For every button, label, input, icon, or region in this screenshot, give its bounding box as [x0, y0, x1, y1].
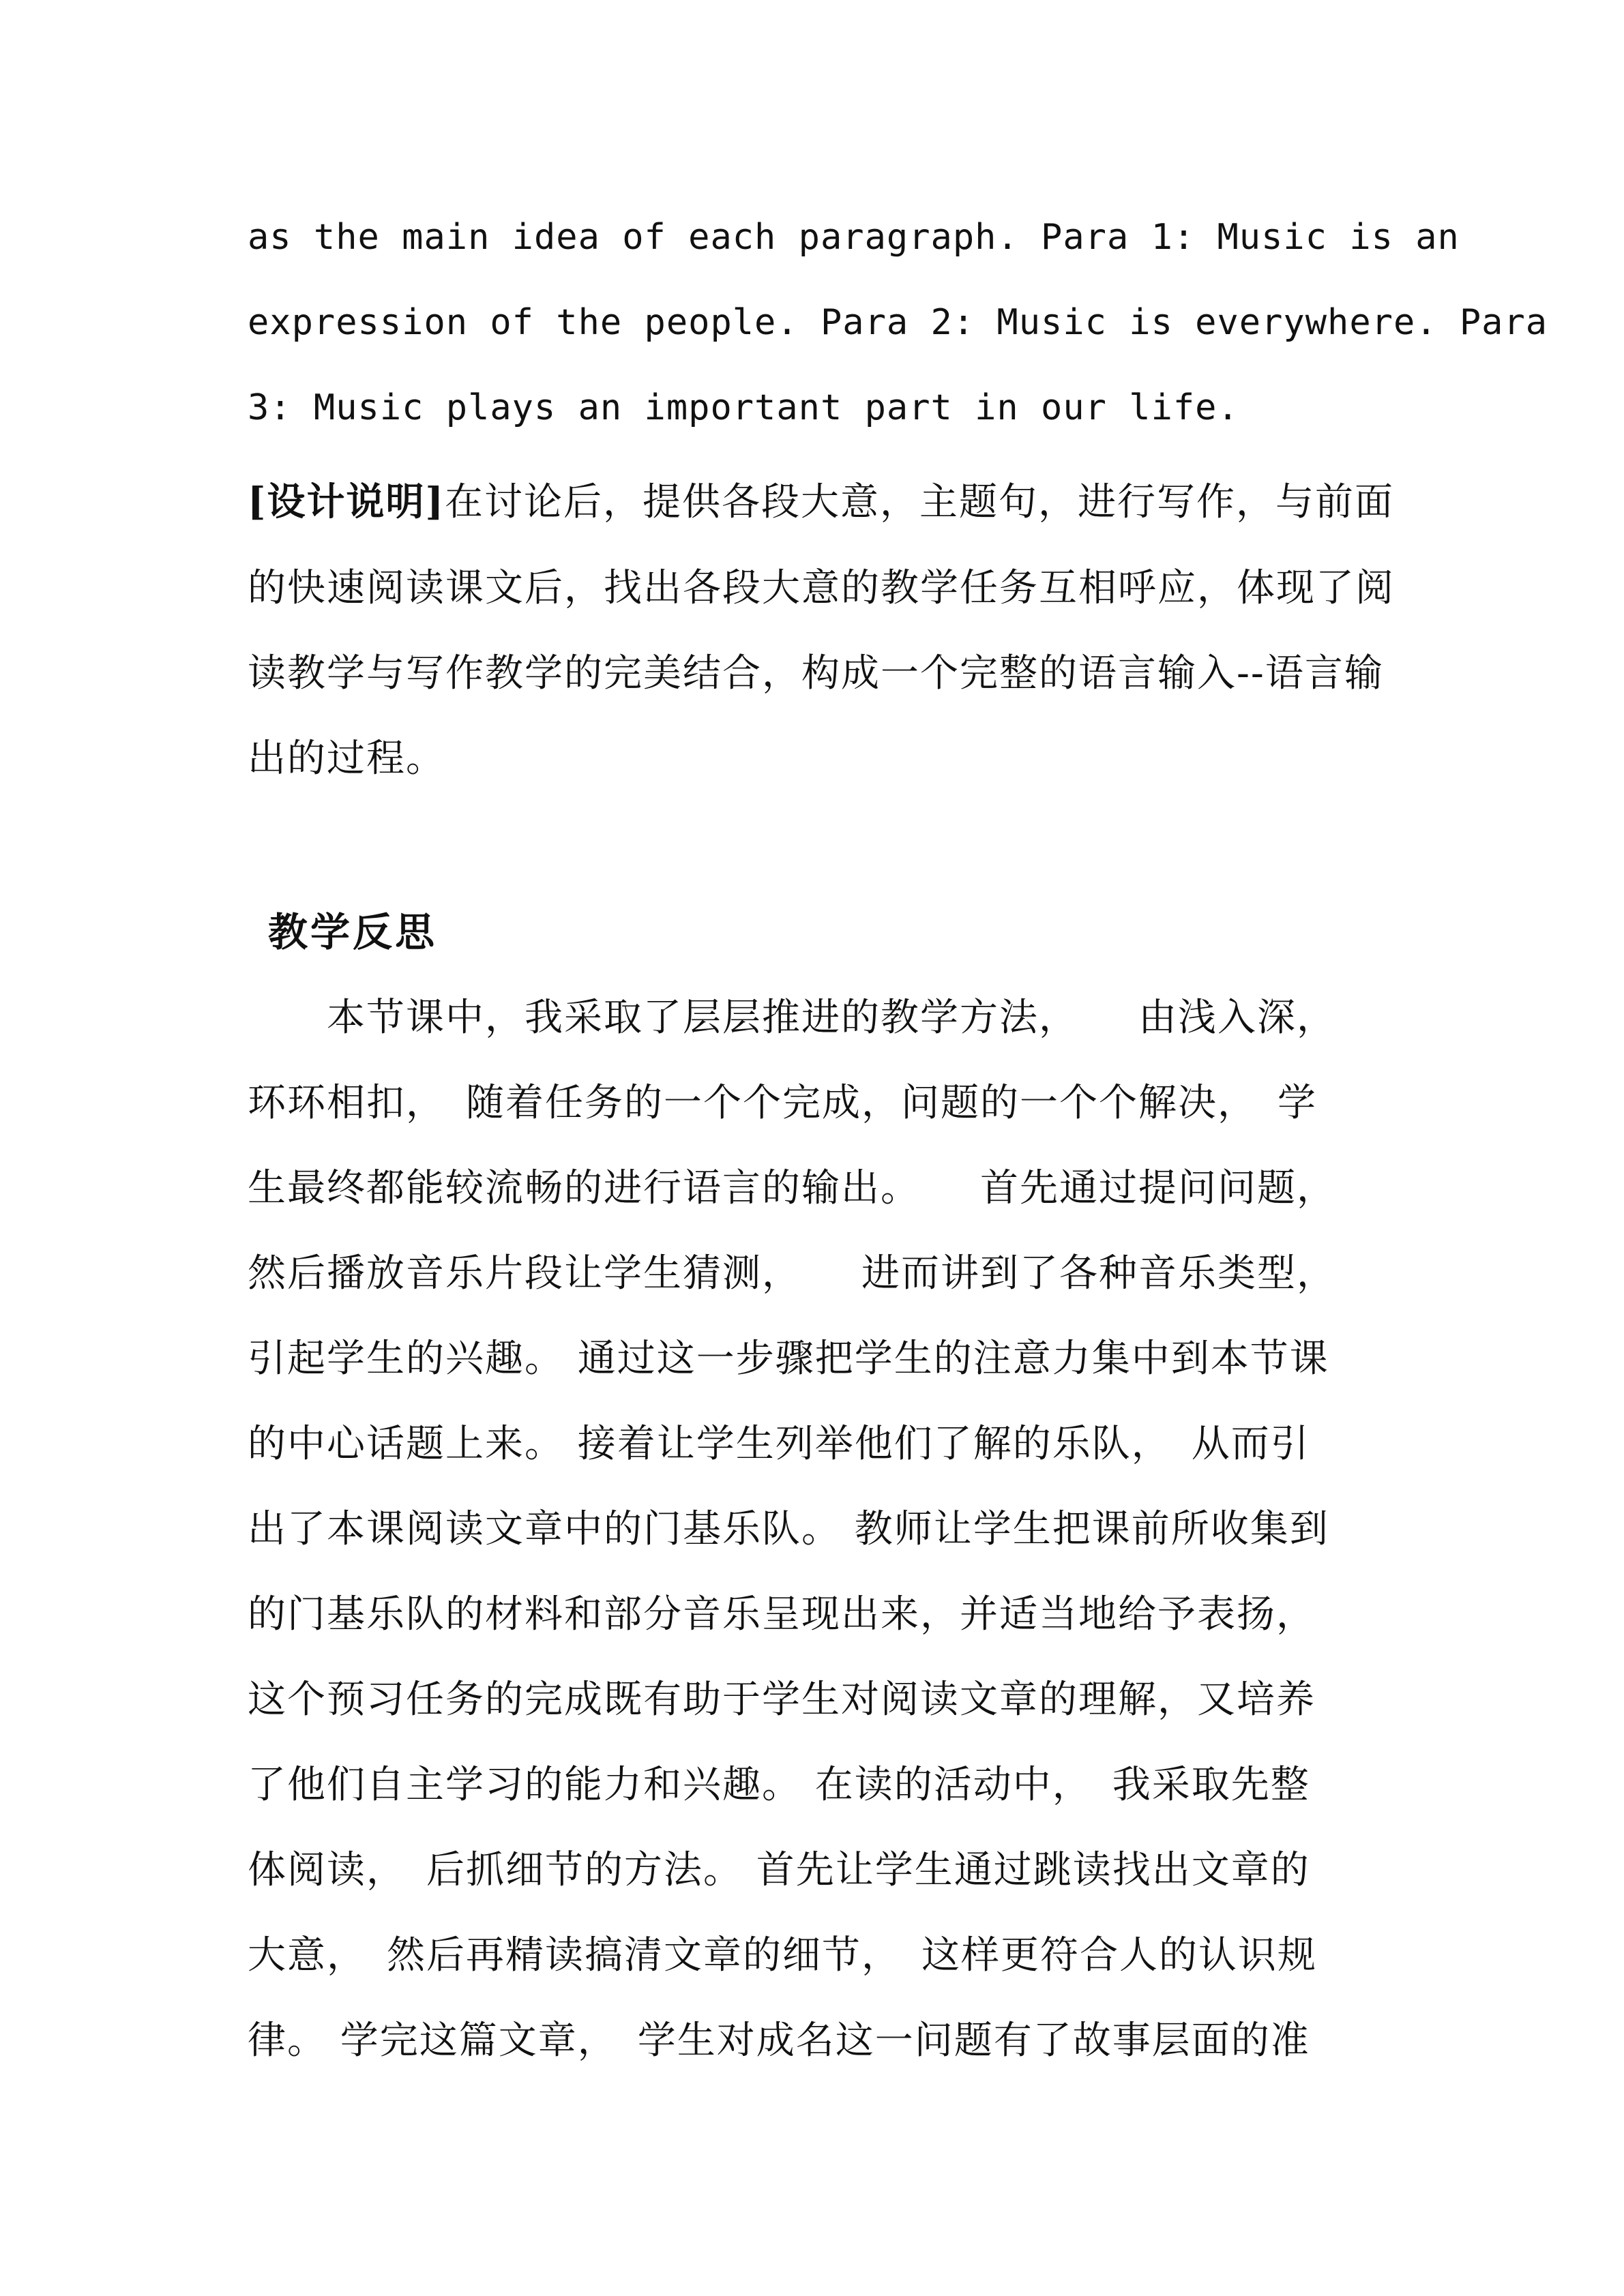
reflection-line-9: 这个预习任务的完成既有助于学生对阅读文章的理解，又培养 [248, 1678, 1316, 1722]
design-note-line-2: 的快速阅读课文后，找出各段大意的教学任务互相呼应，体现了阅 [248, 566, 1395, 610]
reflection-line-3: 生最终都能较流畅的进行语言的输出。 首先通过提问问题， [248, 1166, 1336, 1210]
english-line-3: 3: Music plays an important part in our life. [248, 387, 1239, 428]
reflection-line-5: 引起学生的兴趣。 通过这一步骤把学生的注意力集中到本节课 [248, 1337, 1329, 1381]
reflection-line-2: 环环相扣， 随着任务的一个个完成，问题的一个个解决， 学 [248, 1081, 1317, 1125]
reflection-line-11: 体阅读， 后抓细节的方法。 首先让学生通过跳读找出文章的 [248, 1848, 1310, 1892]
section-heading: 教学反思 [268, 909, 438, 955]
design-note-line-4: 出的过程。 [248, 736, 445, 781]
reflection-line-10: 了他们自主学习的能力和兴趣。 在读的活动中， 我采取先整 [248, 1763, 1310, 1807]
reflection-line-4: 然后播放音乐片段让学生猜测， 进而讲到了各种音乐类型， [248, 1251, 1336, 1296]
design-note-first-line [248, 472, 1394, 526]
design-note-text: 在讨论后，提供各段大意，主题句，进行写作，与前面 [445, 480, 1394, 524]
english-line-2: expression of the people. Para 2: Music is everywhere. Para [248, 302, 1548, 343]
design-note-label: [设计说明] [248, 479, 445, 524]
reflection-line-13: 律。 学完这篇文章， 学生对成名这一问题有了故事层面的准 [248, 2018, 1310, 2063]
reflection-line-6: 的中心话题上来。 接着让学生列举他们了解的乐队， 从而引 [248, 1422, 1310, 1466]
reflection-line-1: 本节课中，我采取了层层推进的教学方法， 由浅入深， [248, 996, 1336, 1040]
reflection-line-8: 的门基乐队的材料和部分音乐呈现出来，并适当地给予表扬， [248, 1592, 1316, 1637]
reflection-line-12: 大意， 然后再精读搞清文章的细节， 这样更符合人的认识规 [248, 1933, 1317, 1978]
design-note-line-3: 读教学与写作教学的完美结合，构成一个完整的语言输入--语言输 [248, 651, 1384, 696]
reflection-line-7: 出了本课阅读文章中的门基乐队。 教师让学生把课前所收集到 [248, 1507, 1329, 1551]
english-line-1: as the main idea of each paragraph. Para 1: Music is an [248, 217, 1460, 258]
